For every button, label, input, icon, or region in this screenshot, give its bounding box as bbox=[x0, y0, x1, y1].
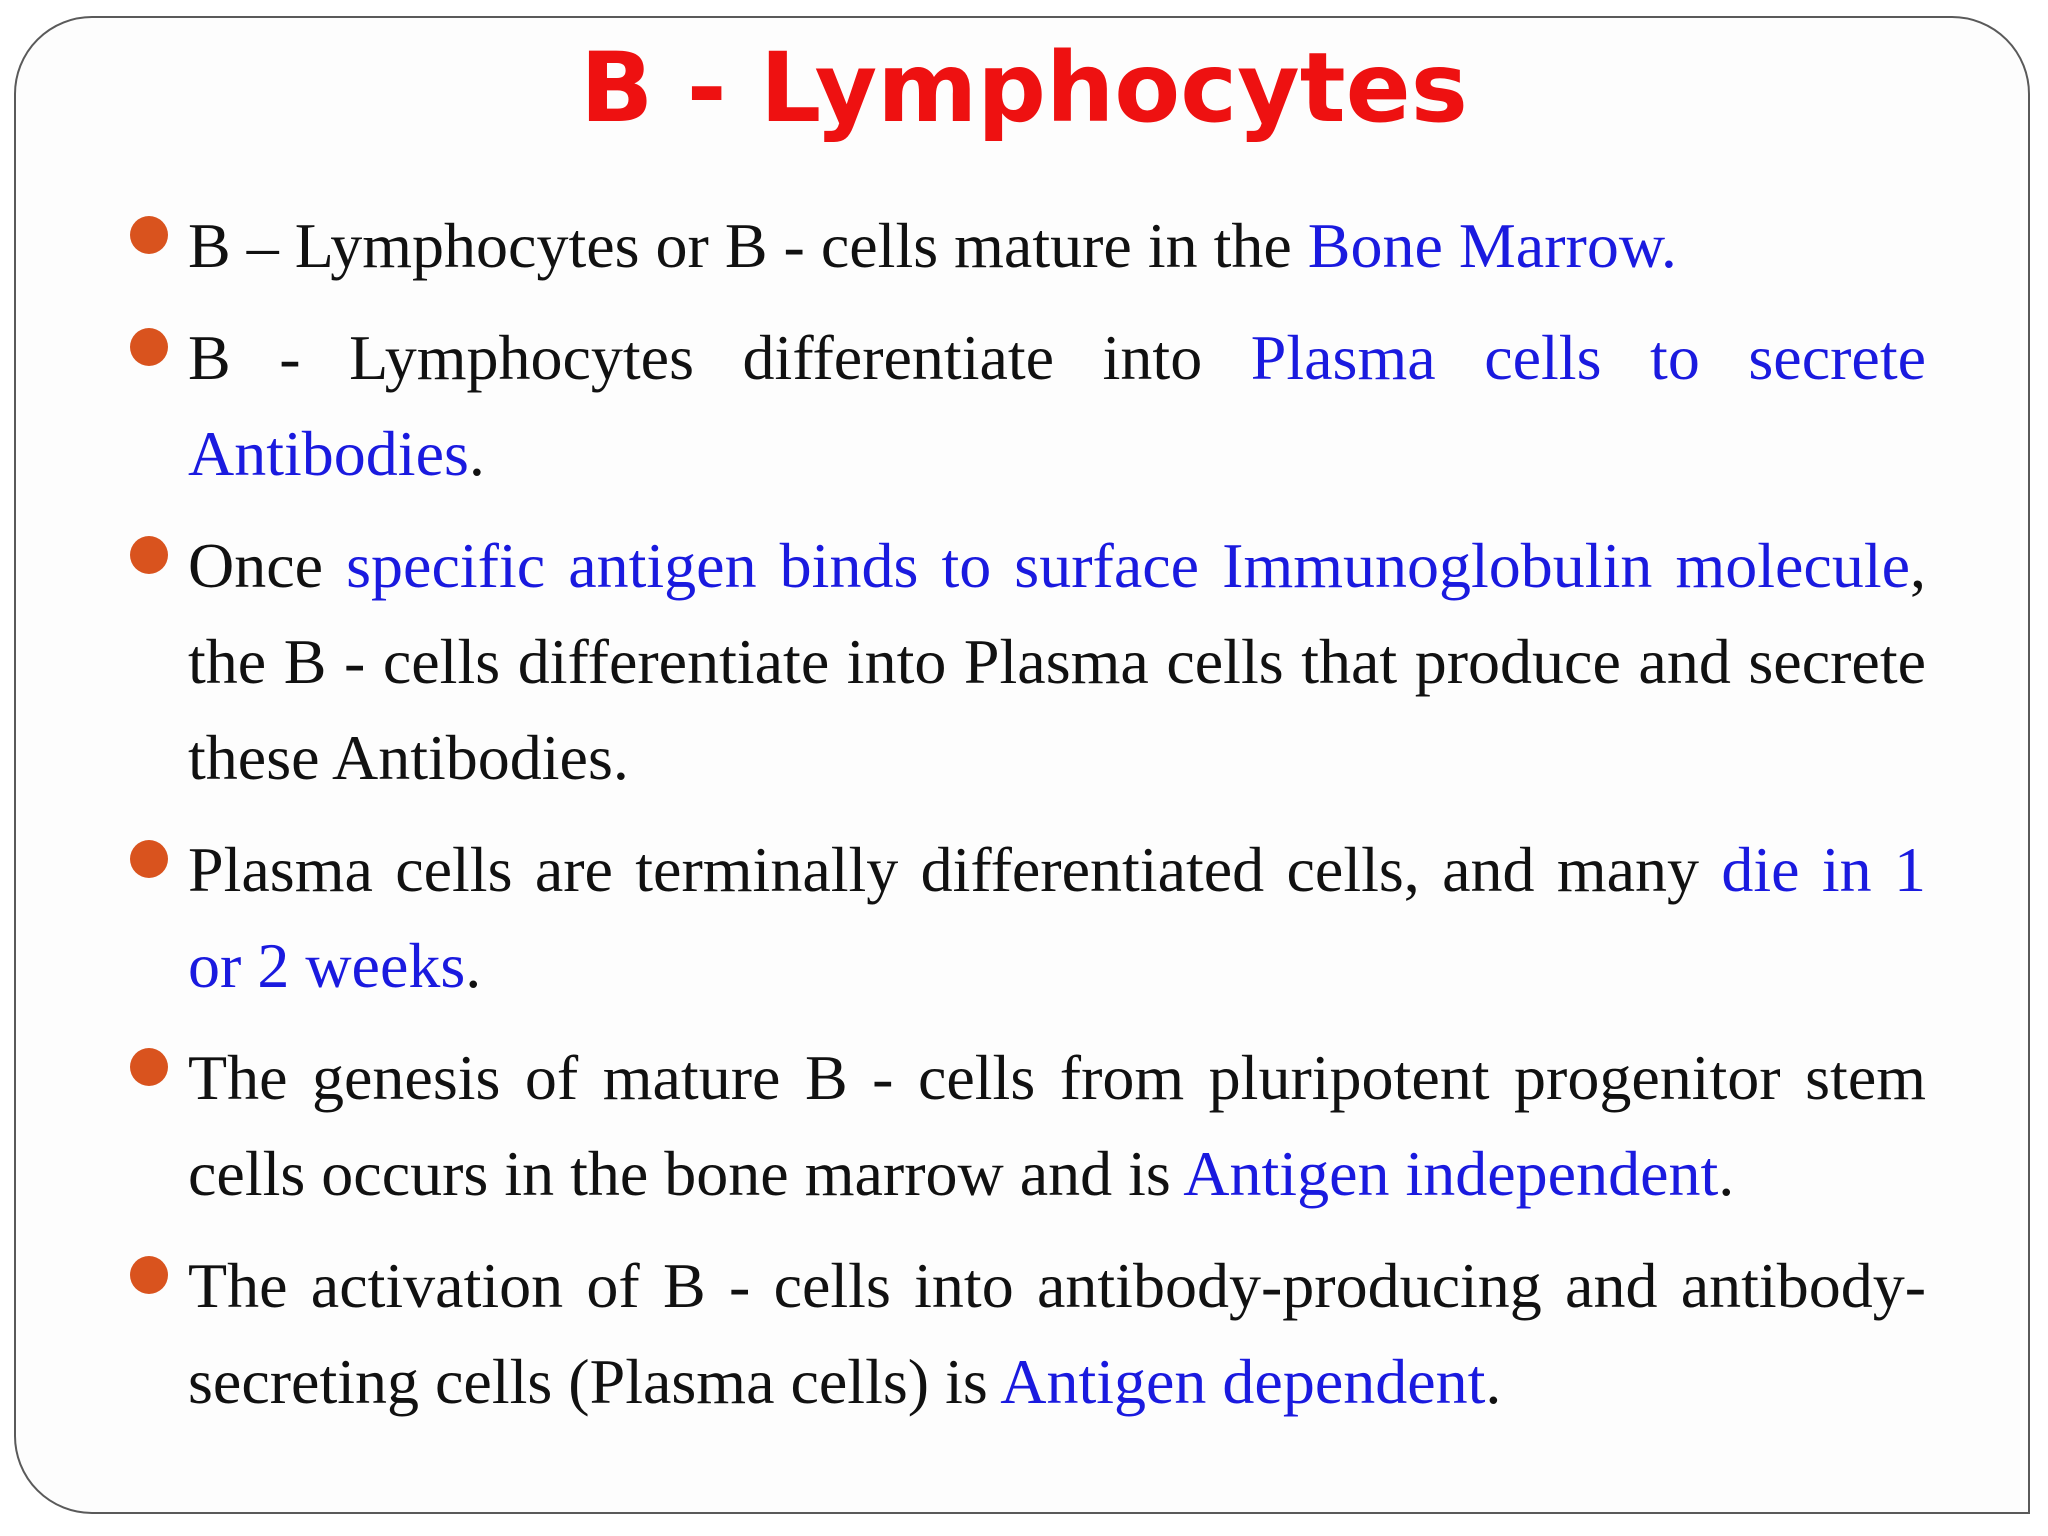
bullet-text: . bbox=[468, 418, 485, 489]
bullet-text: . bbox=[1485, 1346, 1502, 1417]
bullet-highlight: Bone Marrow. bbox=[1307, 210, 1677, 281]
bullet-item bbox=[188, 310, 1926, 502]
bullet-text: Plasma cells are terminally differentiated cells, and many bbox=[188, 834, 1722, 905]
bullet-icon bbox=[130, 1048, 168, 1086]
bullet-text: , the B - cells differentiate into Plasma cells that produce and secrete these Antibodies. bbox=[188, 530, 1927, 793]
bullet-item bbox=[188, 822, 1926, 1014]
bullet-icon bbox=[130, 1256, 168, 1294]
bullet-icon bbox=[130, 536, 168, 574]
bullet-highlight: Antigen dependent bbox=[1000, 1346, 1486, 1417]
bullet-text: The genesis of mature B - cells from pluripotent progenitor stem cells occurs in the bone marrow and is bbox=[188, 1042, 1926, 1209]
bullet-item bbox=[188, 1030, 1926, 1222]
bullet-icon bbox=[130, 840, 168, 878]
bullet-text: B - Lymphocytes differentiate into bbox=[188, 322, 1251, 393]
bullet-item bbox=[188, 1238, 1926, 1430]
bullet-icon bbox=[130, 216, 168, 254]
slide-title: B - Lymphocytes bbox=[580, 32, 1468, 144]
bullet-item bbox=[188, 198, 1926, 294]
bullet-icon bbox=[130, 328, 168, 366]
bullet-text: The activation of B - cells into antibody-producing and antibody-secreting cells (Plasma cells) is bbox=[188, 1250, 1926, 1417]
bullet-highlight: specific antigen binds to surface Immunoglobulin molecule bbox=[346, 530, 1911, 601]
bullet-item bbox=[188, 518, 1926, 806]
bullet-text: . bbox=[1718, 1138, 1735, 1209]
bullet-highlight: Plasma cells to secrete Antibodies bbox=[188, 322, 1926, 489]
bullet-highlight: die in 1 or 2 weeks bbox=[188, 834, 1927, 1001]
bullet-text: . bbox=[465, 930, 482, 1001]
bullet-text: Once bbox=[188, 530, 347, 601]
bullet-highlight: Antigen independent bbox=[1183, 1138, 1719, 1209]
bullet-list bbox=[188, 198, 1926, 1446]
bullet-text: B – Lymphocytes or B - cells mature in the bbox=[188, 210, 1308, 281]
